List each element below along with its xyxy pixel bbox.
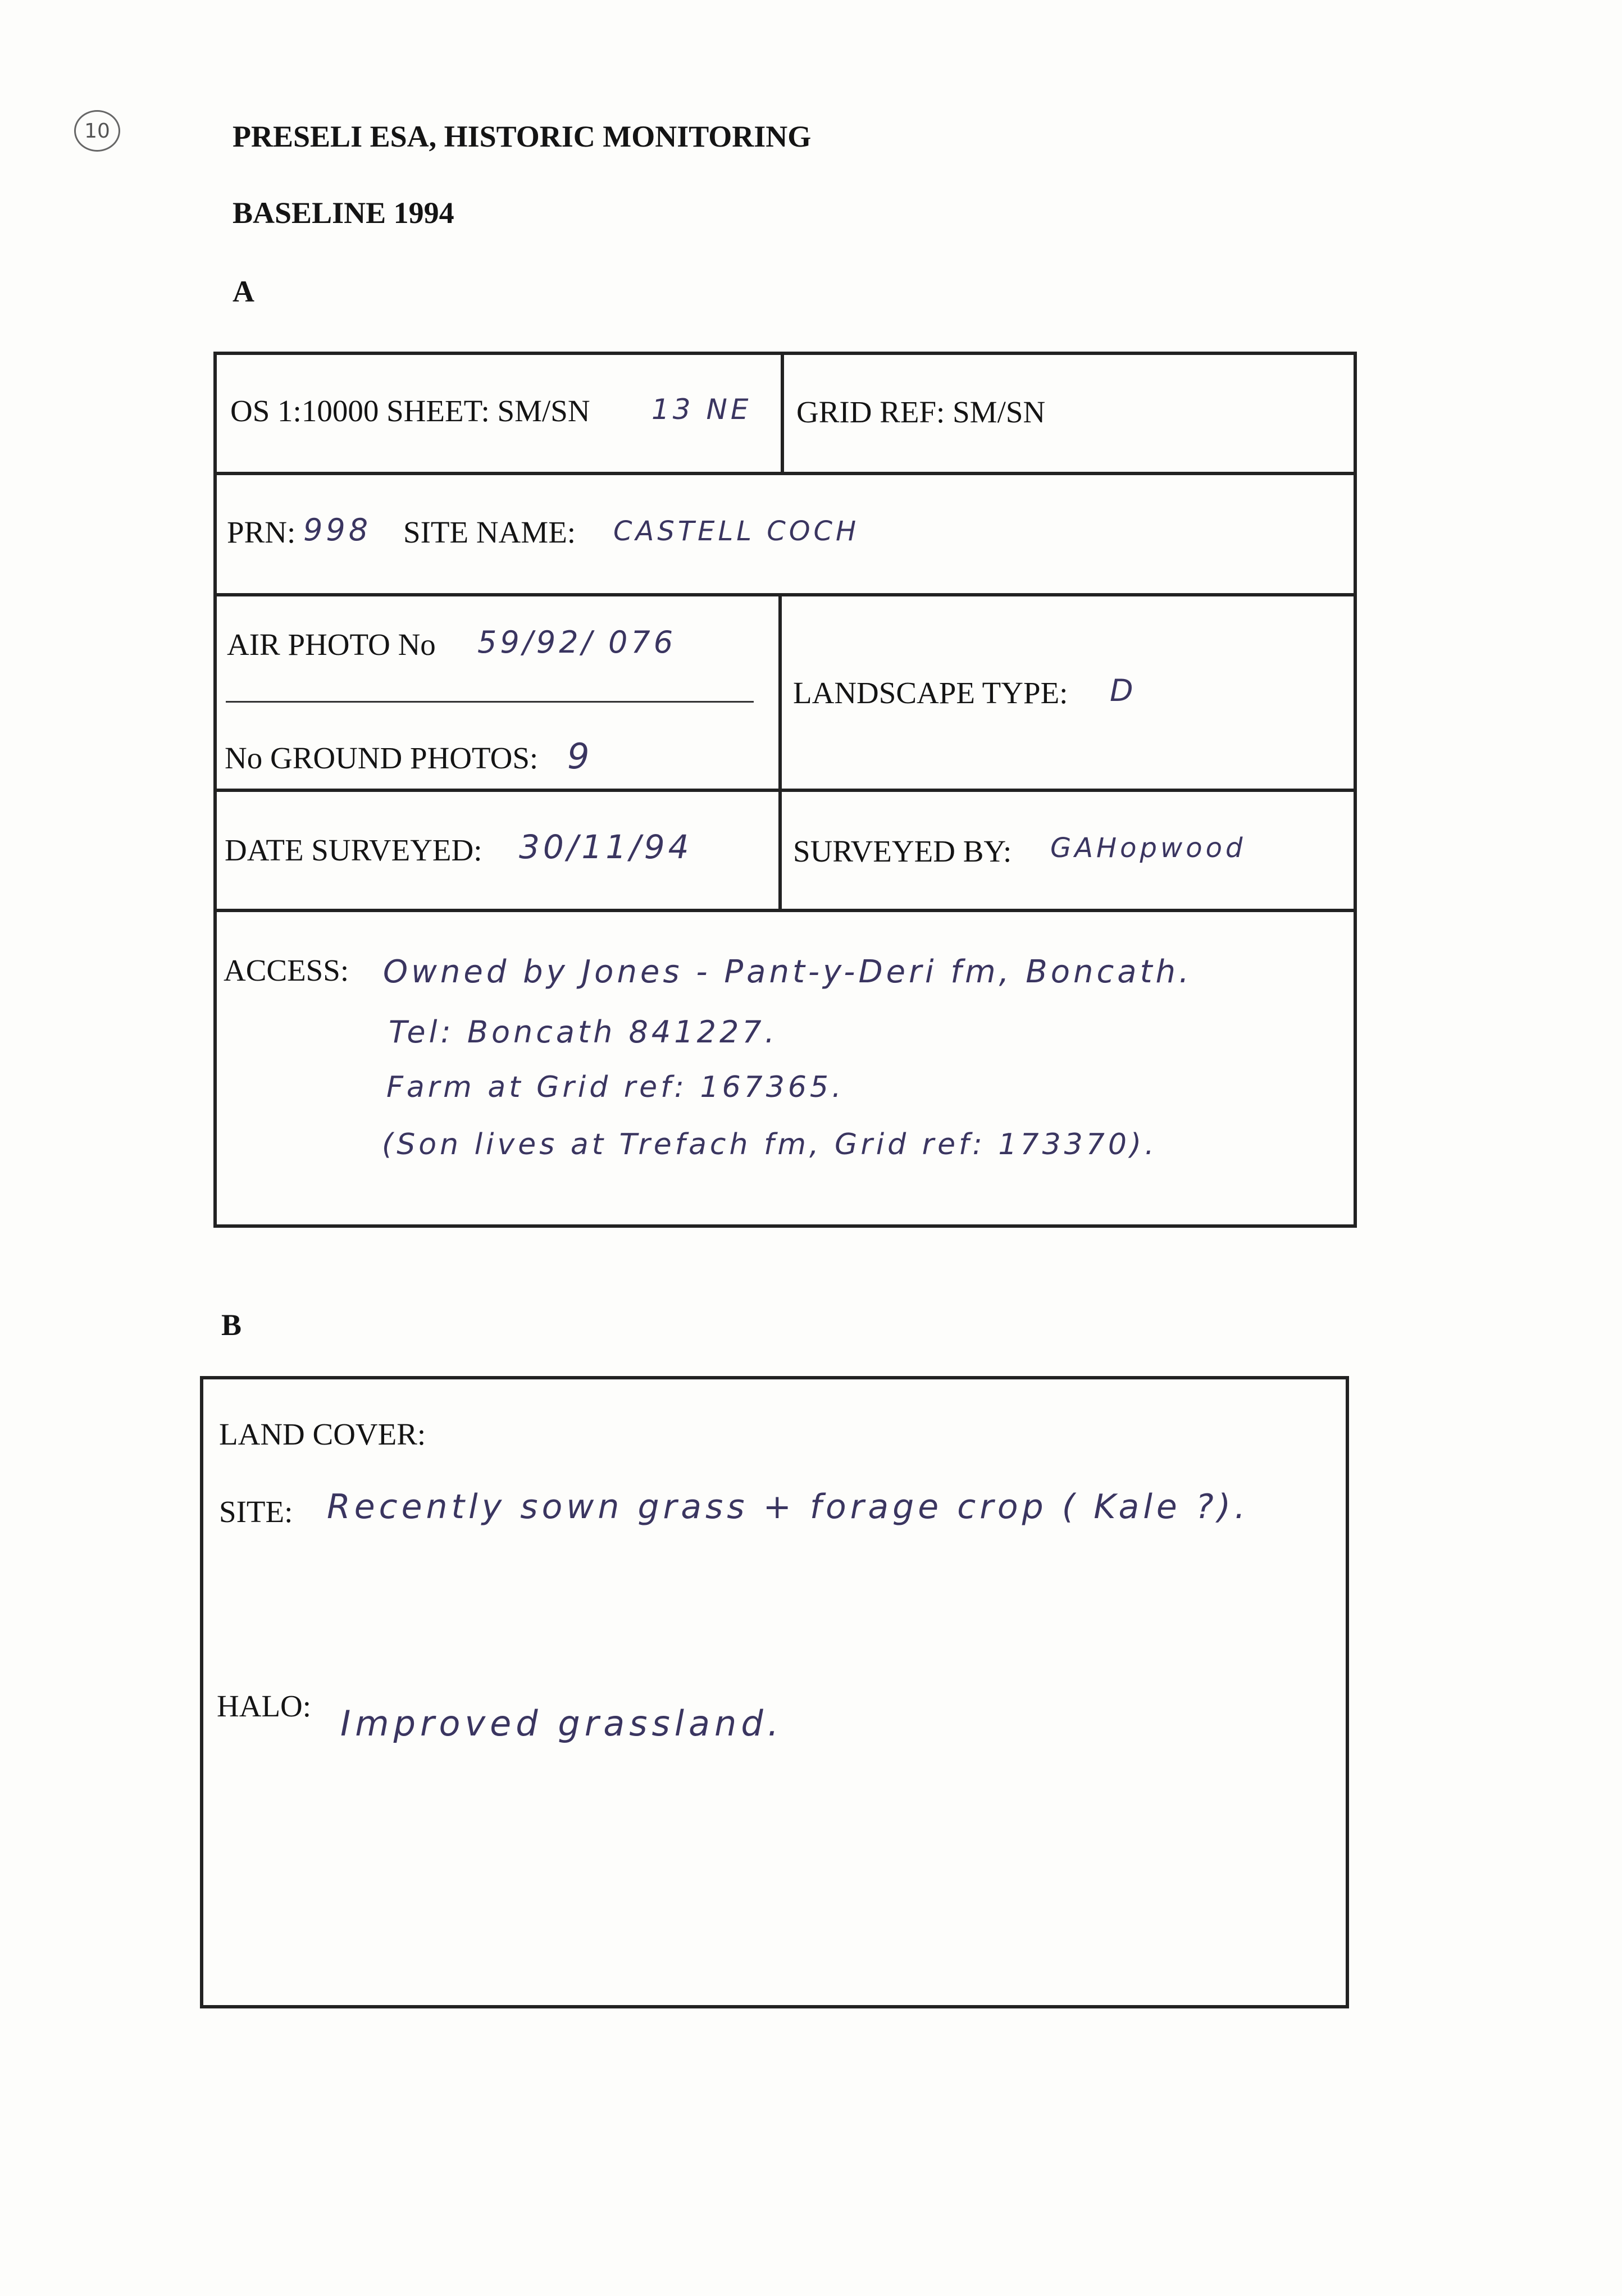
access-line-4: (Son lives at Trefach fm, Grid ref: 173370). [382, 1128, 1158, 1161]
site-name-label: SITE NAME: [403, 515, 576, 549]
section-b-box [200, 1376, 1349, 2008]
divider [213, 593, 1357, 596]
site-name-value: CASTELL COCH [613, 516, 860, 547]
date-surveyed-value: 30/11/94 [519, 828, 692, 866]
page-title: PRESELI ESA, HISTORIC MONITORING [233, 120, 812, 153]
divider [778, 593, 782, 909]
landscape-type-label: LANDSCAPE TYPE: [793, 676, 1068, 710]
prn-value: 998 [303, 512, 372, 548]
divider [213, 789, 1357, 792]
prn-label: PRN: [227, 515, 296, 549]
site-label: SITE: [219, 1495, 293, 1529]
surveyed-by-label: SURVEYED BY: [793, 834, 1012, 868]
page-number-stamp [74, 110, 120, 152]
ground-photos-value: 9 [567, 736, 593, 777]
land-cover-label: LAND COVER: [219, 1417, 426, 1451]
divider [213, 909, 1357, 912]
halo-value: Improved grassland. [340, 1703, 783, 1744]
page-number: 10 [84, 119, 110, 143]
surveyed-by-value: GAHopwood [1050, 832, 1246, 864]
access-line-3: Farm at Grid ref: 167365. [386, 1070, 845, 1104]
section-a-label: A [233, 275, 254, 308]
air-photo-label: AIR PHOTO No [227, 627, 436, 662]
access-label: ACCESS: [224, 953, 349, 987]
date-surveyed-label: DATE SURVEYED: [225, 833, 482, 867]
halo-label: HALO: [217, 1689, 312, 1723]
divider [213, 472, 1357, 475]
access-line-2: Tel: Boncath 841227. [389, 1014, 778, 1050]
divider [781, 352, 784, 472]
ground-photos-label: No GROUND PHOTOS: [225, 741, 539, 775]
baseline-heading: BASELINE 1994 [233, 196, 454, 230]
divider [226, 701, 754, 703]
air-photo-value: 59/92/ 076 [477, 625, 677, 660]
access-line-1: Owned by Jones - Pant-y-Deri fm, Boncath. [383, 954, 1192, 990]
os-sheet-value: 13 NE [651, 393, 752, 426]
landscape-type-value: D [1110, 673, 1137, 708]
site-value: Recently sown grass + forage crop ( Kale ?). [327, 1487, 1250, 1527]
grid-ref-label: GRID REF: SM/SN [796, 395, 1046, 429]
section-b-label: B [221, 1308, 242, 1342]
os-sheet-label: OS 1:10000 SHEET: SM/SN [230, 394, 590, 428]
